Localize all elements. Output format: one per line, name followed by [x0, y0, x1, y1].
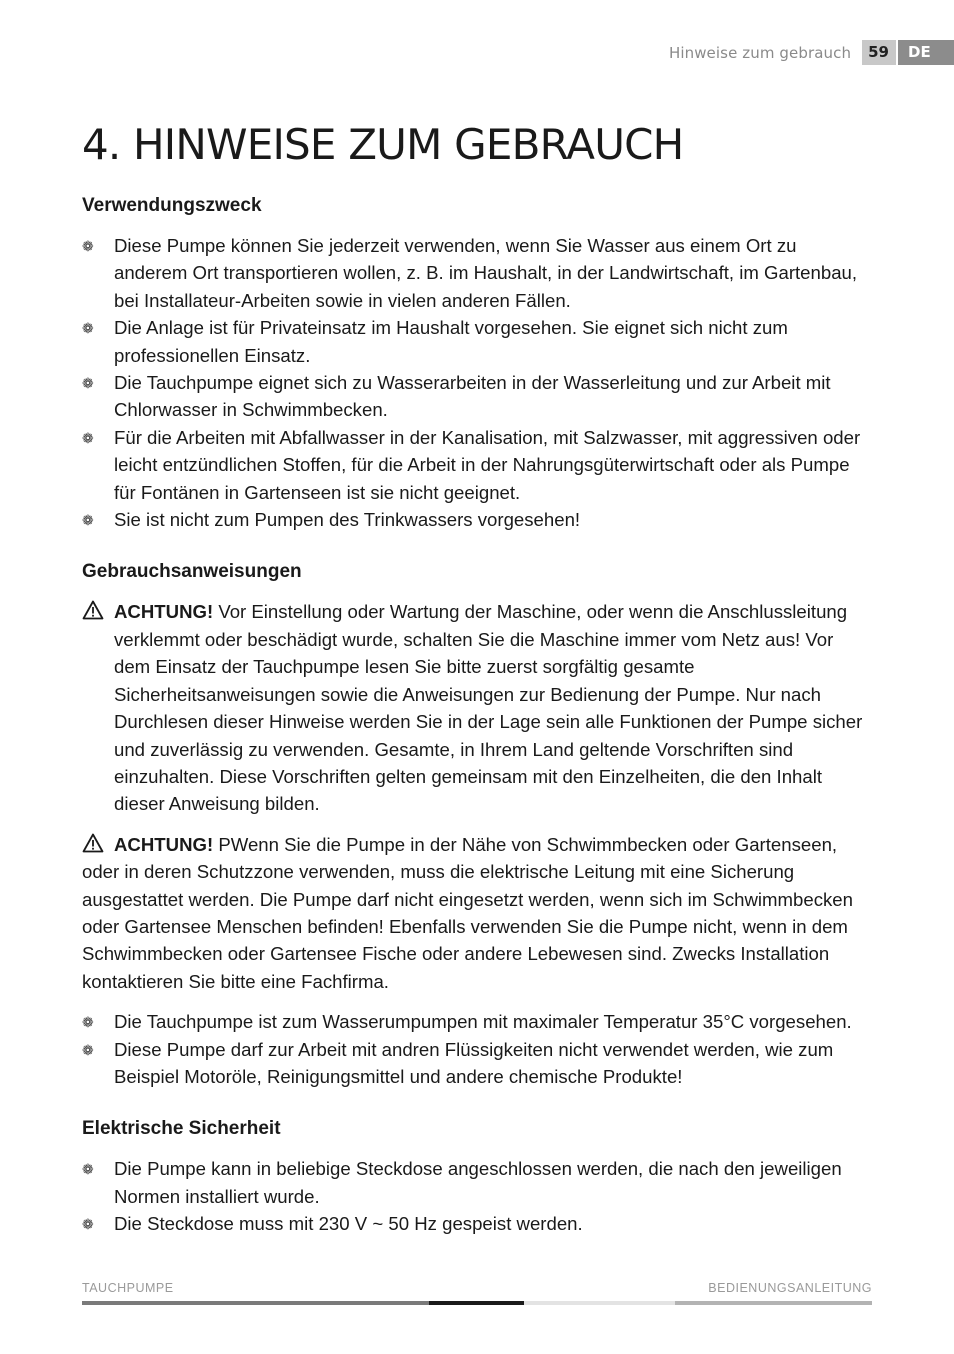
language-tag: DE	[898, 40, 954, 65]
electrical-bullet-list	[82, 1155, 872, 1237]
list-item: ❁ Die Pumpe kann in beliebige Steckdose angeschlossen werden, die nach den jeweiligen Normen installiert wurde.	[82, 1158, 842, 1207]
footer-bar-segment	[429, 1301, 524, 1305]
footer-divider	[82, 1301, 872, 1305]
warning-paragraph-1: ACHTUNG! Vor Einstellung oder Wartung der Maschine, oder wenn die Anschlussleitung verklemmt oder beschädigt wurde, schalten Sie die Maschine immer vom Netz aus! Vor dem Einsatz der Tauchpumpe lesen Sie bitte zuerst sorgfältig gesamte Sicherheitsanweisungen sowie die Anweisungen zur Bedienung der Pumpe. Nur nach Durchlesen dieser Hinweise werden Sie in der Lage sein alle Funktionen der Pumpe sicher und zuverlässig zu verwenden. Gesamte, in Ihrem Land geltende Vorschriften sind einzuhalten. Diese Vorschriften gelten gemeinsam mit den Einzelheiten, die den Inhalt dieser Anweisung bilden.	[82, 598, 872, 817]
list-item: ❁ Diese Pumpe können Sie jederzeit verwenden, wenn Sie Wasser aus einem Ort zu anderem Ort transportieren wollen, z. B. im Haushalt, in der Landwirtschaft, im Gartenbau, bei Installateur-Arbeiten sowie in vielen anderen Fällen.	[82, 235, 858, 311]
warning-triangle-icon	[82, 833, 104, 853]
section-heading-instructions: Gebrauchsanweisungen	[82, 561, 302, 583]
chapter-title: 4. HINWEISE ZUM GEBRAUCH	[82, 120, 684, 169]
instructions-bullet-list	[82, 1008, 872, 1090]
flower-bullet-icon: ❁	[82, 1041, 94, 1058]
warning-triangle-icon	[82, 600, 104, 620]
section-heading-electrical: Elektrische Sicherheit	[82, 1118, 281, 1140]
warning-label: ACHTUNG!	[114, 601, 214, 623]
flower-bullet-icon: ❁	[82, 1161, 94, 1178]
warning-label: ACHTUNG!	[114, 833, 214, 855]
page-header	[669, 40, 954, 65]
footer-doc-type: BEDIENUNGSANLEITUNG	[708, 1281, 872, 1295]
flower-bullet-icon: ❁	[82, 1014, 94, 1031]
list-item: ❁ Die Steckdose muss mit 230 V ~ 50 Hz gespeist werden.	[82, 1210, 872, 1237]
flower-bullet-icon: ❁	[82, 1216, 94, 1233]
footer-product-name: TAUCHPUMPE	[82, 1281, 174, 1295]
page-number: 59	[862, 40, 896, 65]
list-item: ❁ Die Anlage ist für Privateinsatz im Haushalt vorgesehen. Sie eignet sich nicht zum professionellen Einsatz.	[82, 317, 788, 366]
list-item: ❁ Für die Arbeiten mit Abfallwasser in der Kanalisation, mit Salzwasser, mit aggressiven oder leicht entzündlichen Stoffen, für die Arbeit in der Nahrungsgüterwirtschaft oder als Pumpe für Fontänen in Gartenseen ist sie nicht geeignet.	[82, 426, 861, 503]
warning-paragraph-2: ACHTUNG! PWenn Sie die Pumpe in der Nähe von Schwimmbecken oder Gartenseen, oder in deren Schutzzone verwenden, muss die elektrische Leitung mit eine Sicherung ausgestattet werden. Die Pumpe darf nicht eingesetzt werden, wenn sich im Schwimmbecken oder Gartensee Menschen befinden! Ebenfalls verwenden Sie die Pumpe nicht, wenn in dem Schwimmbecken oder Gartensee Fische oder andere Lebewesen sind. Zwecks Installation kontaktieren Sie bitte eine Fachfirma.	[82, 833, 853, 992]
flower-bullet-icon: ❁	[82, 320, 94, 337]
list-item: ❁ Diese Pumpe darf zur Arbeit mit andren Flüssigkeiten nicht verwendet werden, wie zum Beispiel Motoröle, Reinigungsmittel und andere chemische Produkte!	[82, 1038, 834, 1087]
flower-bullet-icon: ❁	[82, 375, 94, 392]
flower-bullet-icon: ❁	[82, 429, 94, 446]
list-item: ❁ Die Tauchpumpe eignet sich zu Wasserarbeiten in der Wasserleitung und zur Arbeit mit Chlorwasser in Schwimmbecken.	[82, 372, 831, 421]
header-title: Hinweise zum gebrauch	[668, 43, 852, 62]
flower-bullet-icon: ❁	[82, 512, 94, 529]
section-heading-usage: Verwendungszweck	[82, 195, 262, 216]
page-content	[82, 118, 872, 1238]
usage-bullet-list	[82, 232, 872, 533]
flower-bullet-icon: ❁	[82, 238, 94, 254]
footer-bar-segment	[524, 1301, 675, 1305]
list-item: ❁ Die Tauchpumpe ist zum Wasserumpumpen mit maximaler Temperatur 35°C vorgesehen.	[82, 1008, 872, 1035]
footer-bar-segment	[675, 1301, 872, 1305]
footer-bar-segment	[82, 1301, 429, 1305]
list-item: ❁ Sie ist nicht zum Pumpen des Trinkwassers vorgesehen!	[82, 506, 872, 533]
